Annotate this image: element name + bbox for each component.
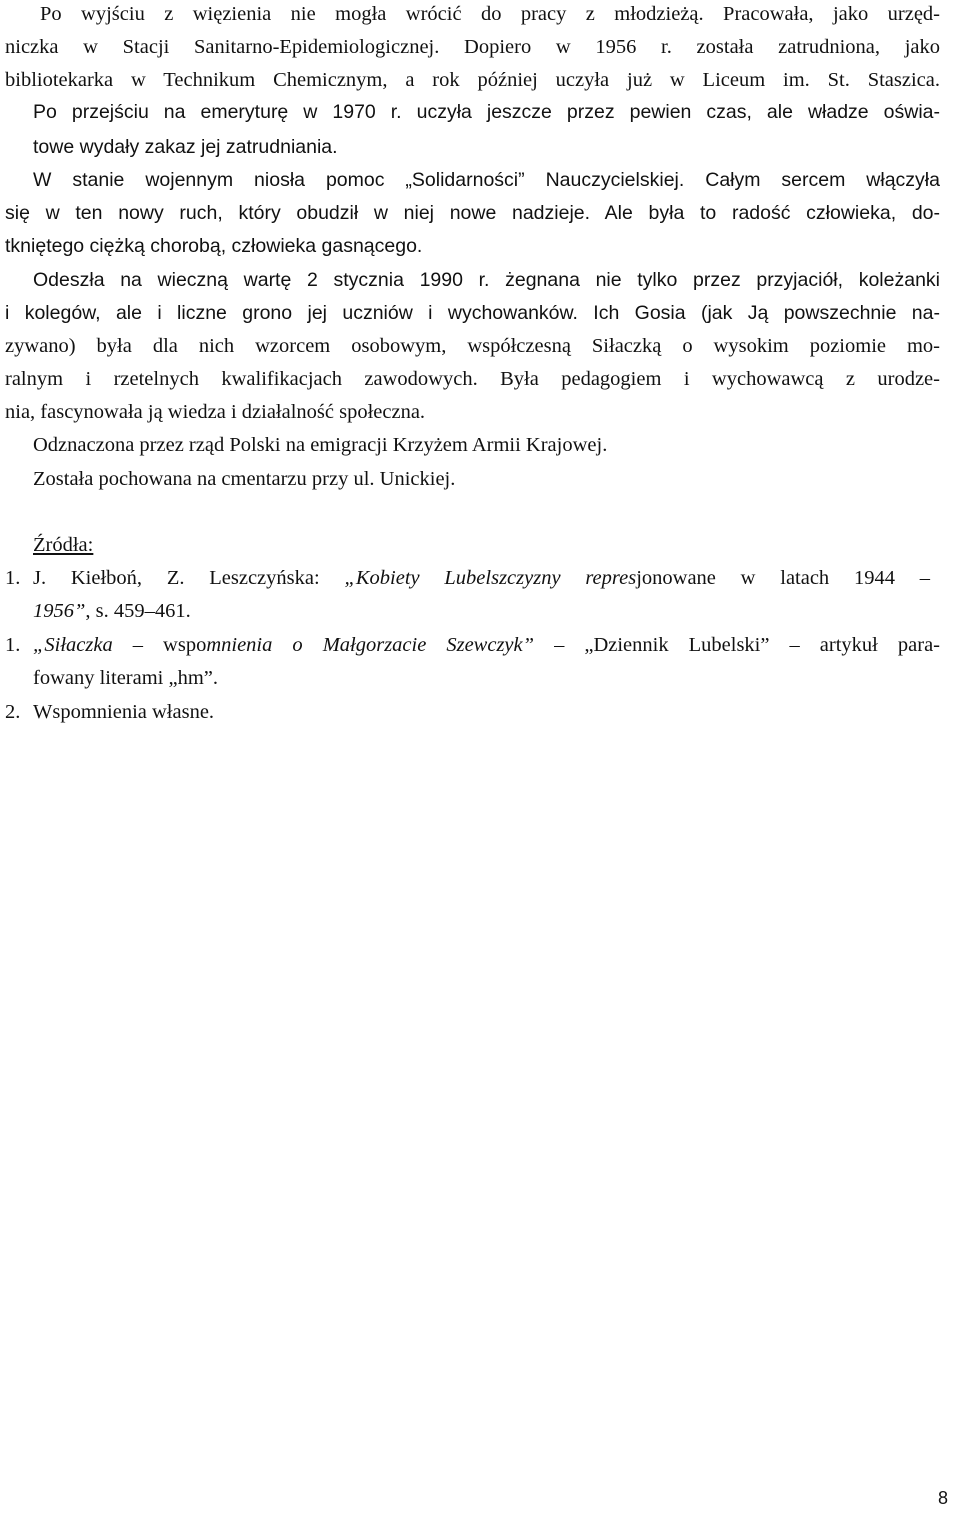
source-3-number: 2. (5, 701, 21, 723)
source-1-line-1 (33, 564, 930, 592)
body-line-13: nia, fascynowała ją wiedza i działalność społeczna. (5, 401, 426, 423)
body-line-6: W stanie wojennym niosła pomoc „Solidarności” Nauczycielskiej. Całym sercem włączyła (33, 169, 940, 191)
body-line-5: towe wydały zakaz jej zatrudniania. (33, 136, 338, 158)
body-line-2: niczka w Stacji Sanitarno-Epidemiologicznej. Dopiero w 1956 r. została zatrudniona, jako (5, 36, 940, 58)
source-2-line-1 (33, 631, 940, 659)
source-1-pages: , s. 459–461. (85, 600, 191, 622)
source-2-number: 1. (5, 634, 21, 656)
body-line-15: Została pochowana na cmentarzu przy ul. Unickiej. (33, 468, 456, 490)
body-line-1: Po wyjściu z więzienia nie mogła wrócić do pracy z młodzieżą. Pracowała, jako urzęd- (40, 3, 940, 25)
body-line-12: ralnym i rzetelnych kwalifikacjach zawodowych. Była pedagogiem i wychowawcą z urodze- (5, 368, 940, 390)
body-line-10: i kolegów, ale i liczne grono jej uczniów i wychowanków. Ich Gosia (jak Ją powszechnie na- (5, 302, 940, 324)
body-line-11: zywano) była dla nich wzorcem osobowym, współczesną Siłaczką o wysokim poziomie mo- (5, 335, 940, 357)
source-1-number: 1. (5, 567, 21, 589)
source-2-after: – „Dziennik Lubelski” – artykuł para- (534, 634, 940, 656)
source-2-quote-open: „Siłaczka (33, 634, 113, 656)
source-2-line-2: fowany literami „hm”. (33, 667, 219, 689)
sources-heading: Źródła: (33, 534, 94, 556)
body-line-4: Po przejściu na emeryturę w 1970 r. uczyła jeszcze przez pewien czas, ale władze oświa- (33, 101, 940, 123)
source-2-title-rest: mnienia o Małgorzacie Szewczyk” (206, 634, 535, 656)
body-line-3: bibliotekarka w Technikum Chemicznym, a rok później uczyła już w Liceum im. St. Staszica. (5, 69, 940, 91)
body-line-7: się w ten nowy ruch, który obudził w niej nowe nadzieje. Ale była to radość człowieka, do- (5, 202, 940, 224)
source-1-title-c: 1956” (33, 600, 86, 622)
source-1-line-2 (33, 597, 191, 625)
body-line-14: Odznaczona przez rząd Polski na emigracji Krzyżem Armii Krajowej. (33, 434, 608, 456)
source-2-dash: – wspo (112, 634, 207, 656)
page-number: 8 (938, 1488, 949, 1508)
source-1-authors: J. Kiełboń, Z. Leszczyńska: (33, 567, 345, 589)
source-1-title-b: jonowane w latach 1944 – (636, 567, 930, 589)
source-1-title-a: „Kobiety Lubelszczyzny repres (344, 567, 637, 589)
body-line-8: tkniętego ciężką chorobą, człowieka gasnącego. (5, 235, 423, 257)
source-3-text: Wspomnienia własne. (33, 701, 215, 723)
body-line-9: Odeszła na wieczną wartę 2 stycznia 1990 r. żegnana nie tylko przez przyjaciół, koleżanki (33, 269, 940, 291)
